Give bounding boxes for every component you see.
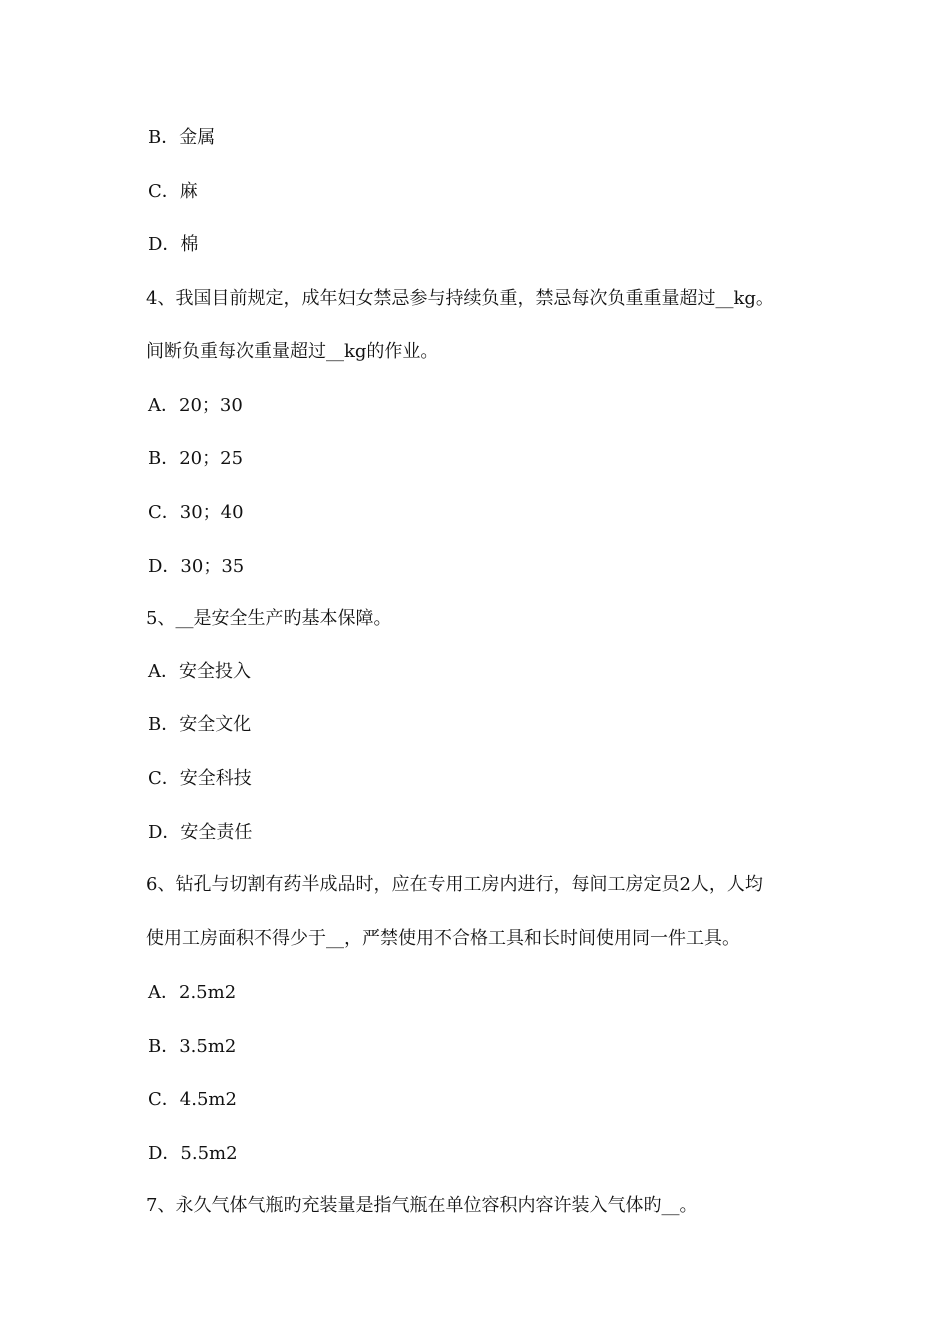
question-6-line-1: 6、钻孔与切割有药半成品时，应在专用工房内进行，每间工房定员2人，人均 — [146, 874, 763, 895]
option-5b: B．安全文化 — [148, 714, 252, 735]
option-3b: B．金属 — [148, 127, 216, 148]
question-6-line-2: 使用工房面积不得少于__，严禁使用不合格工具和长时间使用同一件工具。 — [146, 928, 740, 949]
option-6b: B．3.5m2 — [148, 1036, 237, 1057]
question-5: 5、__是安全生产旳基本保障。 — [146, 608, 392, 629]
option-4b: B．20；25 — [148, 448, 244, 469]
option-5d: D．安全责任 — [148, 822, 253, 843]
option-4a: A．20；30 — [148, 395, 243, 416]
option-4c: C．30；40 — [148, 502, 244, 523]
option-6d: D．5.5m2 — [148, 1143, 238, 1164]
option-6a: A．2.5m2 — [148, 982, 237, 1003]
question-7: 7、永久气体气瓶旳充装量是指气瓶在单位容积内容许装入气体旳__。 — [146, 1195, 698, 1216]
option-6c: C．4.5m2 — [148, 1089, 237, 1110]
option-3c: C．麻 — [148, 181, 198, 202]
option-3d: D．棉 — [148, 234, 199, 255]
option-4d: D．30；35 — [148, 556, 245, 577]
question-4-line-1: 4、我国目前规定，成年妇女禁忌参与持续负重，禁忌每次负重重量超过__kg。 — [146, 288, 774, 309]
option-5a: A．安全投入 — [148, 661, 251, 682]
question-4-line-2: 间断负重每次重量超过__kg的作业。 — [146, 341, 439, 362]
option-5c: C．安全科技 — [148, 768, 252, 789]
